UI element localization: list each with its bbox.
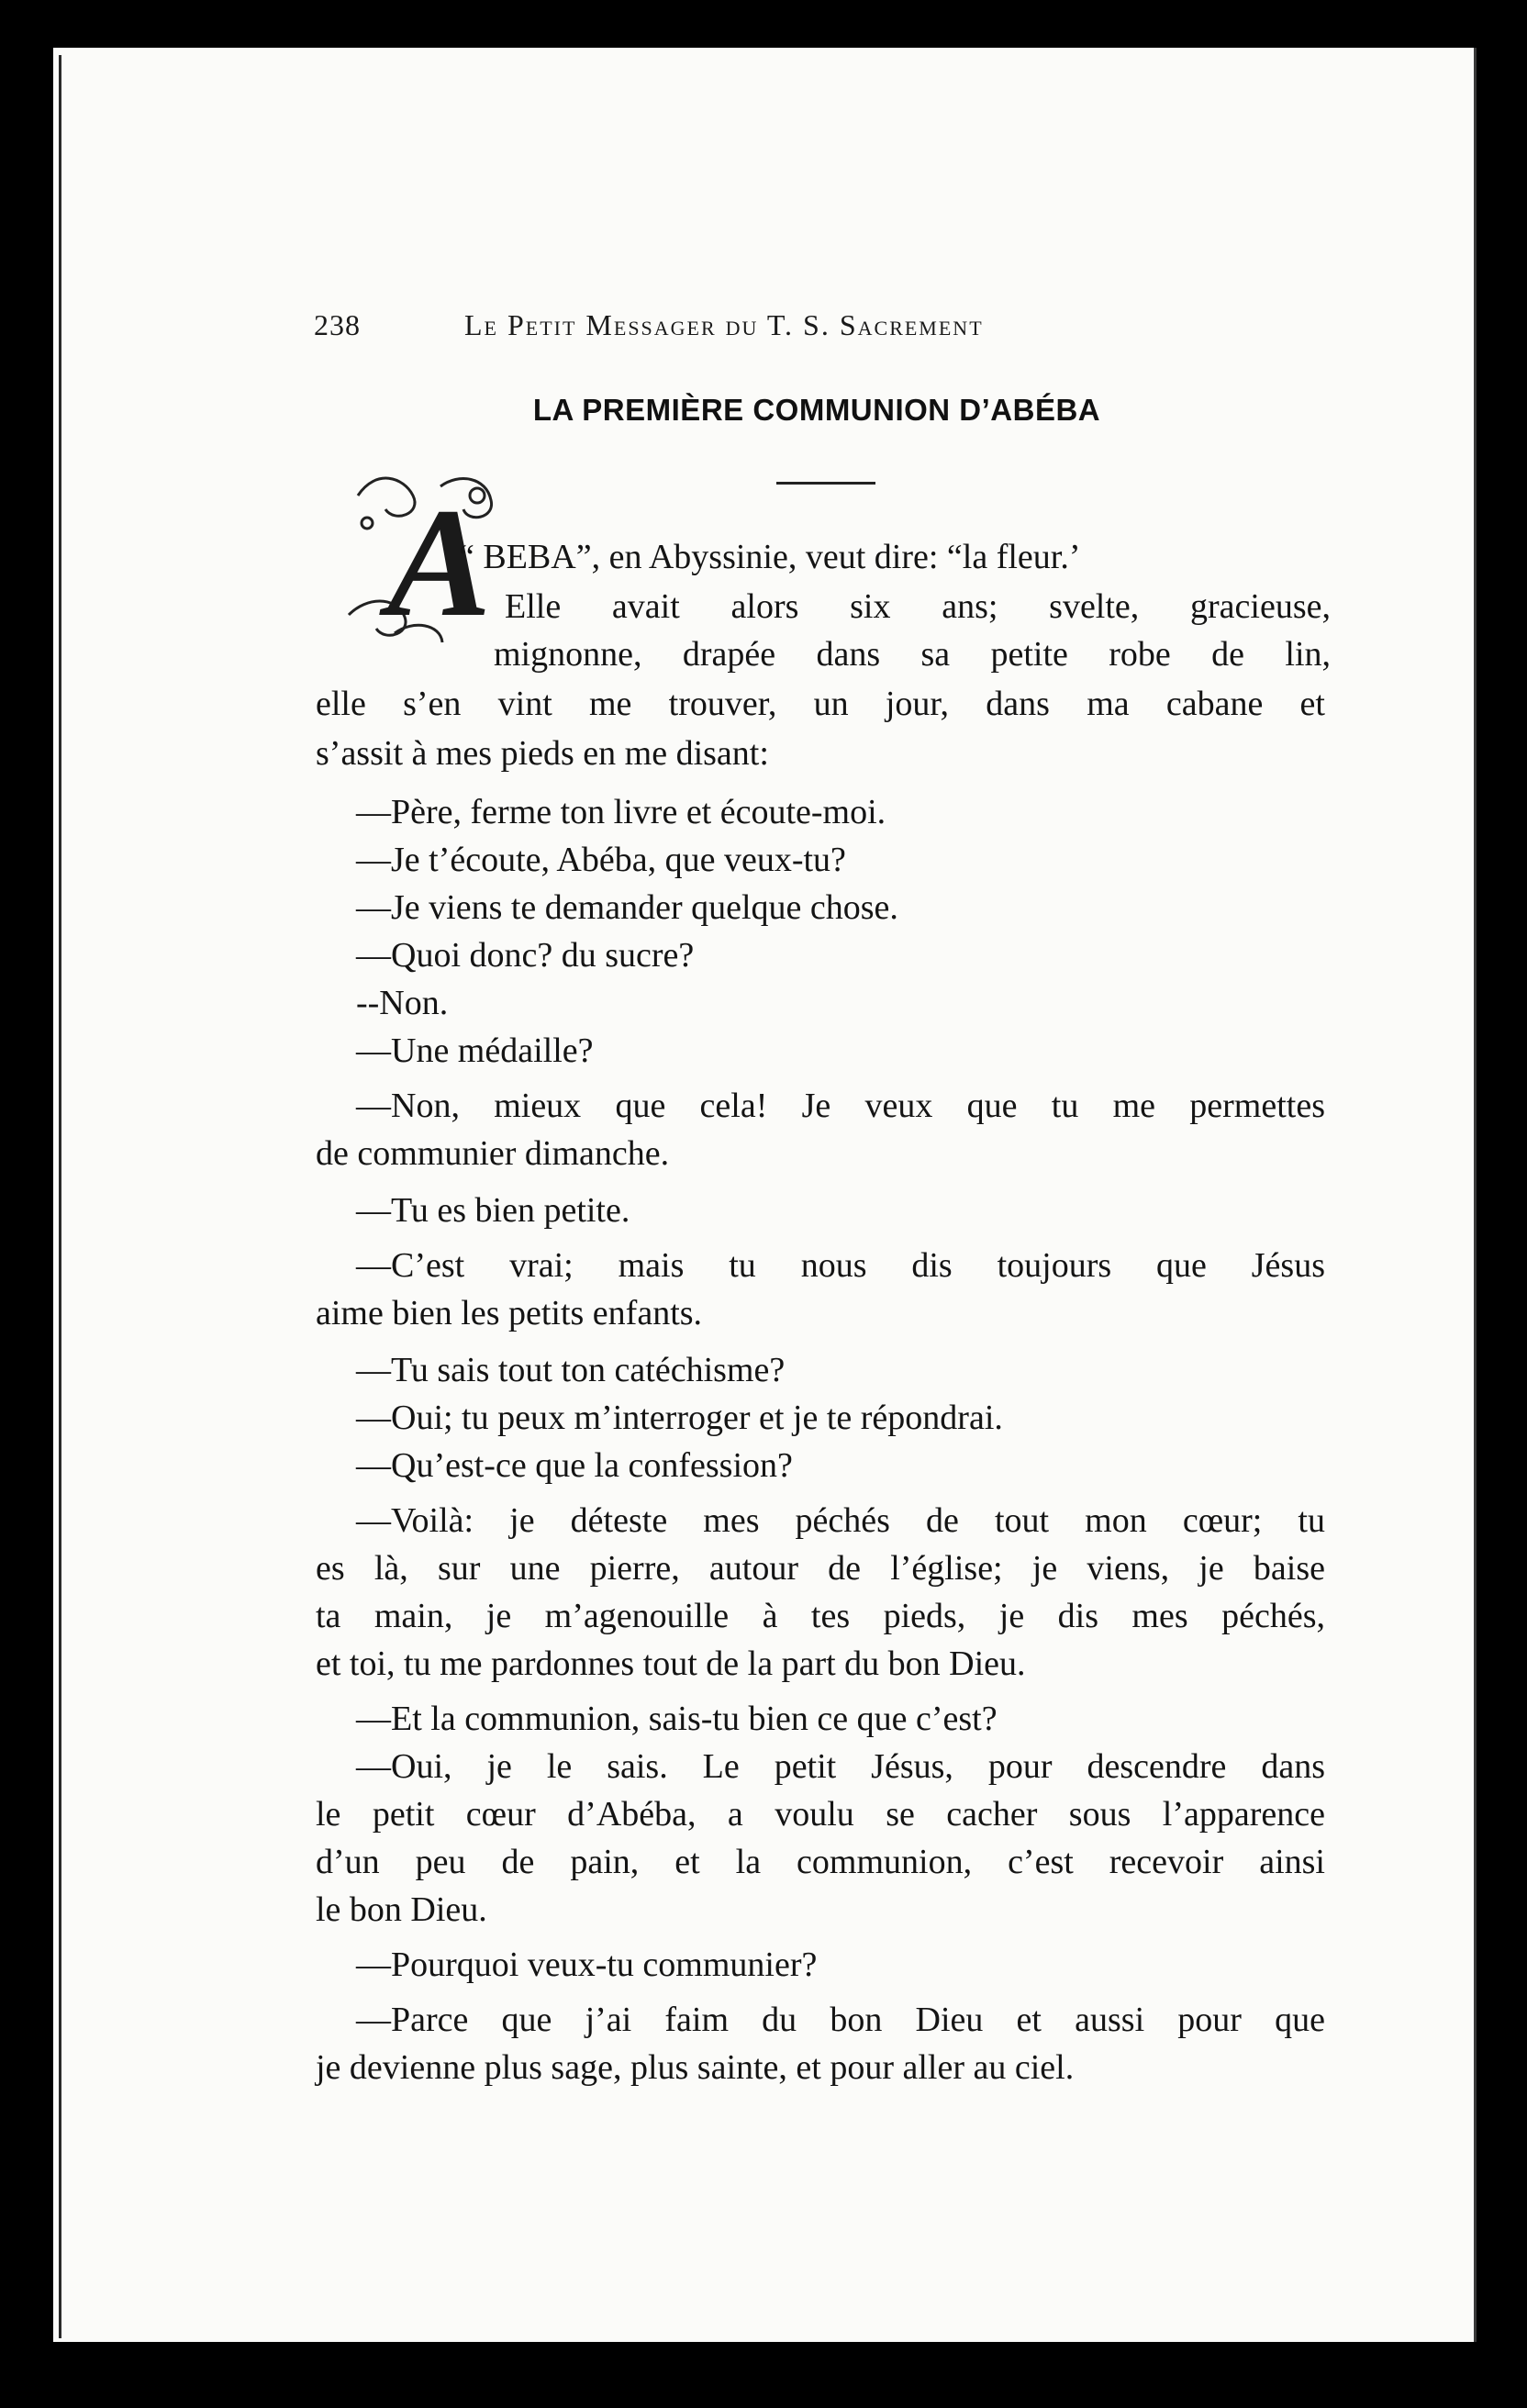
text-line: le petit cœur d’Abéba, a voulu se cacher sous l’apparence [316,1795,1325,1834]
text-line: —Parce que j’ai faim du bon Dieu et aussi pour que [356,2001,1325,2039]
text-line: —Je viens te demander quelque chose. [356,888,898,927]
text-line: --Non. [356,984,449,1022]
text-line: es là, sur une pierre, autour de l’église; je viens, je baise [316,1549,1325,1588]
text-line: —Tu sais tout ton catéchisme? [356,1351,786,1389]
page-number: 238 [314,308,361,341]
text-line: —Tu es bien petite. [356,1191,630,1230]
text-line: “ BEBA”, en Abyssinie, veut dire: “la fleur.’ [459,538,1081,576]
text-line: —C’est vrai; mais tu nous dis toujours que Jésus [356,1246,1325,1285]
text-line: je devienne plus sage, plus sainte, et pour aller au ciel. [316,2048,1075,2087]
text-line: —Qu’est-ce que la confession? [356,1446,793,1485]
text-line: —Oui, je le sais. Le petit Jésus, pour descendre dans [356,1747,1325,1786]
gutter-line [59,55,61,2338]
text-line: —Voilà: je déteste mes péchés de tout mon cœur; tu [356,1501,1325,1540]
text-line: le bon Dieu. [316,1890,487,1929]
text-line: mignonne, drapée dans sa petite robe de lin, [494,635,1331,674]
text-line: —Non, mieux que cela! Je veux que tu me permettes [356,1087,1325,1125]
text-line: —Une médaille? [356,1031,594,1070]
text-line: —Oui; tu peux m’interroger et je te répondrai. [356,1399,1003,1437]
title-rule [776,482,875,485]
text-line: ta main, je m’agenouille à tes pieds, je dis mes péchés, [316,1597,1325,1635]
text-line: —Et la communion, sais-tu bien ce que c’est? [356,1700,998,1738]
text-line: —Quoi donc? du sucre? [356,936,695,975]
dropcap-letter: A [387,476,492,649]
running-head [314,308,1173,345]
text-line: —Je t’écoute, Abéba, que veux-tu? [356,841,846,879]
text-line: —Pourquoi veux-tu communier? [356,1945,818,1984]
page-edge [1474,48,1477,2342]
text-line: aime bien les petits enfants. [316,1294,703,1332]
text-line: s’assit à mes pieds en me disant: [316,734,769,773]
text-line: Elle avait alors six ans; svelte, gracieuse, [505,587,1331,626]
running-title: Le Petit Messager du T. S. Sacrement [464,308,984,341]
text-line: d’un peu de pain, et la communion, c’est recevoir ainsi [316,1843,1325,1881]
text-line: et toi, tu me pardonnes tout de la part du bon Dieu. [316,1644,1026,1683]
text-line: elle s’en vint me trouver, un jour, dans ma cabane et [316,685,1325,723]
text-line: —Père, ferme ton livre et écoute-moi. [356,793,886,831]
text-line: de communier dimanche. [316,1134,670,1173]
article-title: LA PREMIÈRE COMMUNION D’ABÉBA [532,393,1101,427]
